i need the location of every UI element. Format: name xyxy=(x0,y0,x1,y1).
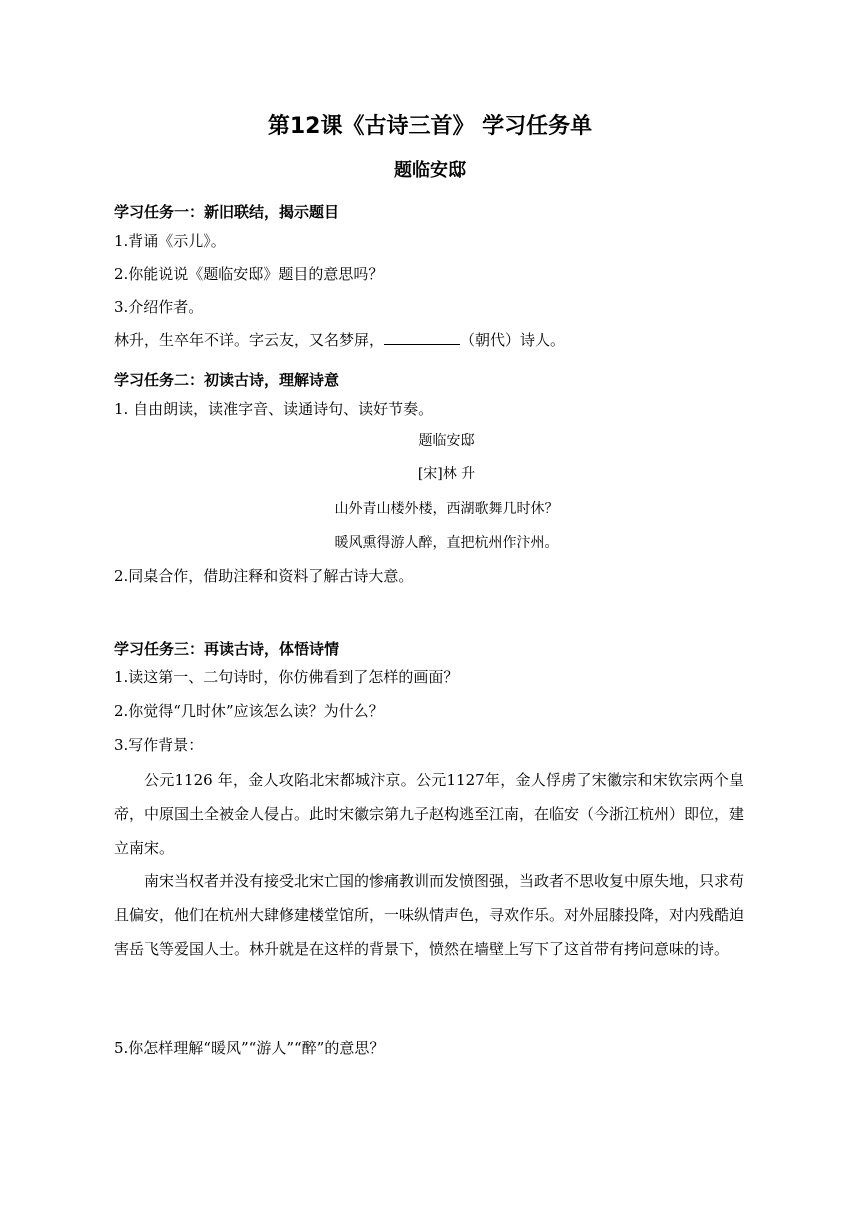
task3-item-1: 1.读这第一、二句诗时，你仿佛看到了怎样的画面？ xyxy=(114,668,459,686)
task3-item-2: 2.你觉得“几时休”应该怎么读？为什么？ xyxy=(114,702,384,720)
task1-item-3: 3.介绍作者。 xyxy=(114,298,204,316)
task3-heading: 学习任务三：再读古诗，体悟诗情 xyxy=(114,640,340,658)
poem-line-2: 暖风熏得游人醉，直把杭州作汴州。 xyxy=(334,535,559,551)
author-intro xyxy=(114,329,565,351)
task2-item-2: 2.同桌合作，借助注释和资料了解古诗大意。 xyxy=(114,567,414,585)
task2-item-1: 1. 自由朗读，读准字音、读通诗句、读好节奏。 xyxy=(114,400,434,418)
poem-line-1: 山外青山楼外楼，西湖歌舞几时休？ xyxy=(334,501,559,517)
author-intro-suffix: （朝代）诗人。 xyxy=(460,331,566,349)
task3-item-3: 3.写作背景： xyxy=(114,736,204,754)
task1-item-1: 1.背诵《示儿》。 xyxy=(114,232,226,250)
poem-title: 题临安邸 xyxy=(418,433,475,449)
task3-item-5: 5.你怎样理解“暖风”“游人”“醉”的意思？ xyxy=(114,1039,385,1057)
page-title: 第12课《古诗三首》 学习任务单 xyxy=(267,114,593,139)
task2-heading: 学习任务二：初读古诗，理解诗意 xyxy=(114,371,340,389)
dynasty-blank[interactable] xyxy=(384,330,460,345)
task1-item-2: 2.你能说说《题临安邸》题目的意思吗？ xyxy=(114,265,384,283)
background-paragraph-1: 公元1126 年，金人攻陷北宋都城汴京。公元1127年，金人俘虏了宋徽宗和宋钦宗两个皇帝，中原国土全被金人侵占。此时宋徽宗第九子赵构逃至江南，在临安（今浙江杭州）即位，建立南宋。 xyxy=(114,771,745,857)
poem-subtitle: 题临安邸 xyxy=(394,160,466,181)
author-intro-text: 林升，生卒年不详。字云友，又名梦屏， xyxy=(114,331,385,349)
poem-author: [宋]林 升 xyxy=(417,466,476,482)
background-paragraph-2: 南宋当权者并没有接受北宋亡国的惨痛教训而发愤图强，当政者不思收复中原失地，只求苟且偏安，他们在杭州大肆修建楼堂馆所，一味纵情声色，寻欢作乐。对外屈膝投降，对内残酷迫害岳飞等爱国人士。林升就是在这样的背景下，愤然在墙壁上写下了这首带有拷问意味的诗。 xyxy=(114,872,745,958)
task1-heading: 学习任务一：新旧联结，揭示题目 xyxy=(114,203,340,221)
